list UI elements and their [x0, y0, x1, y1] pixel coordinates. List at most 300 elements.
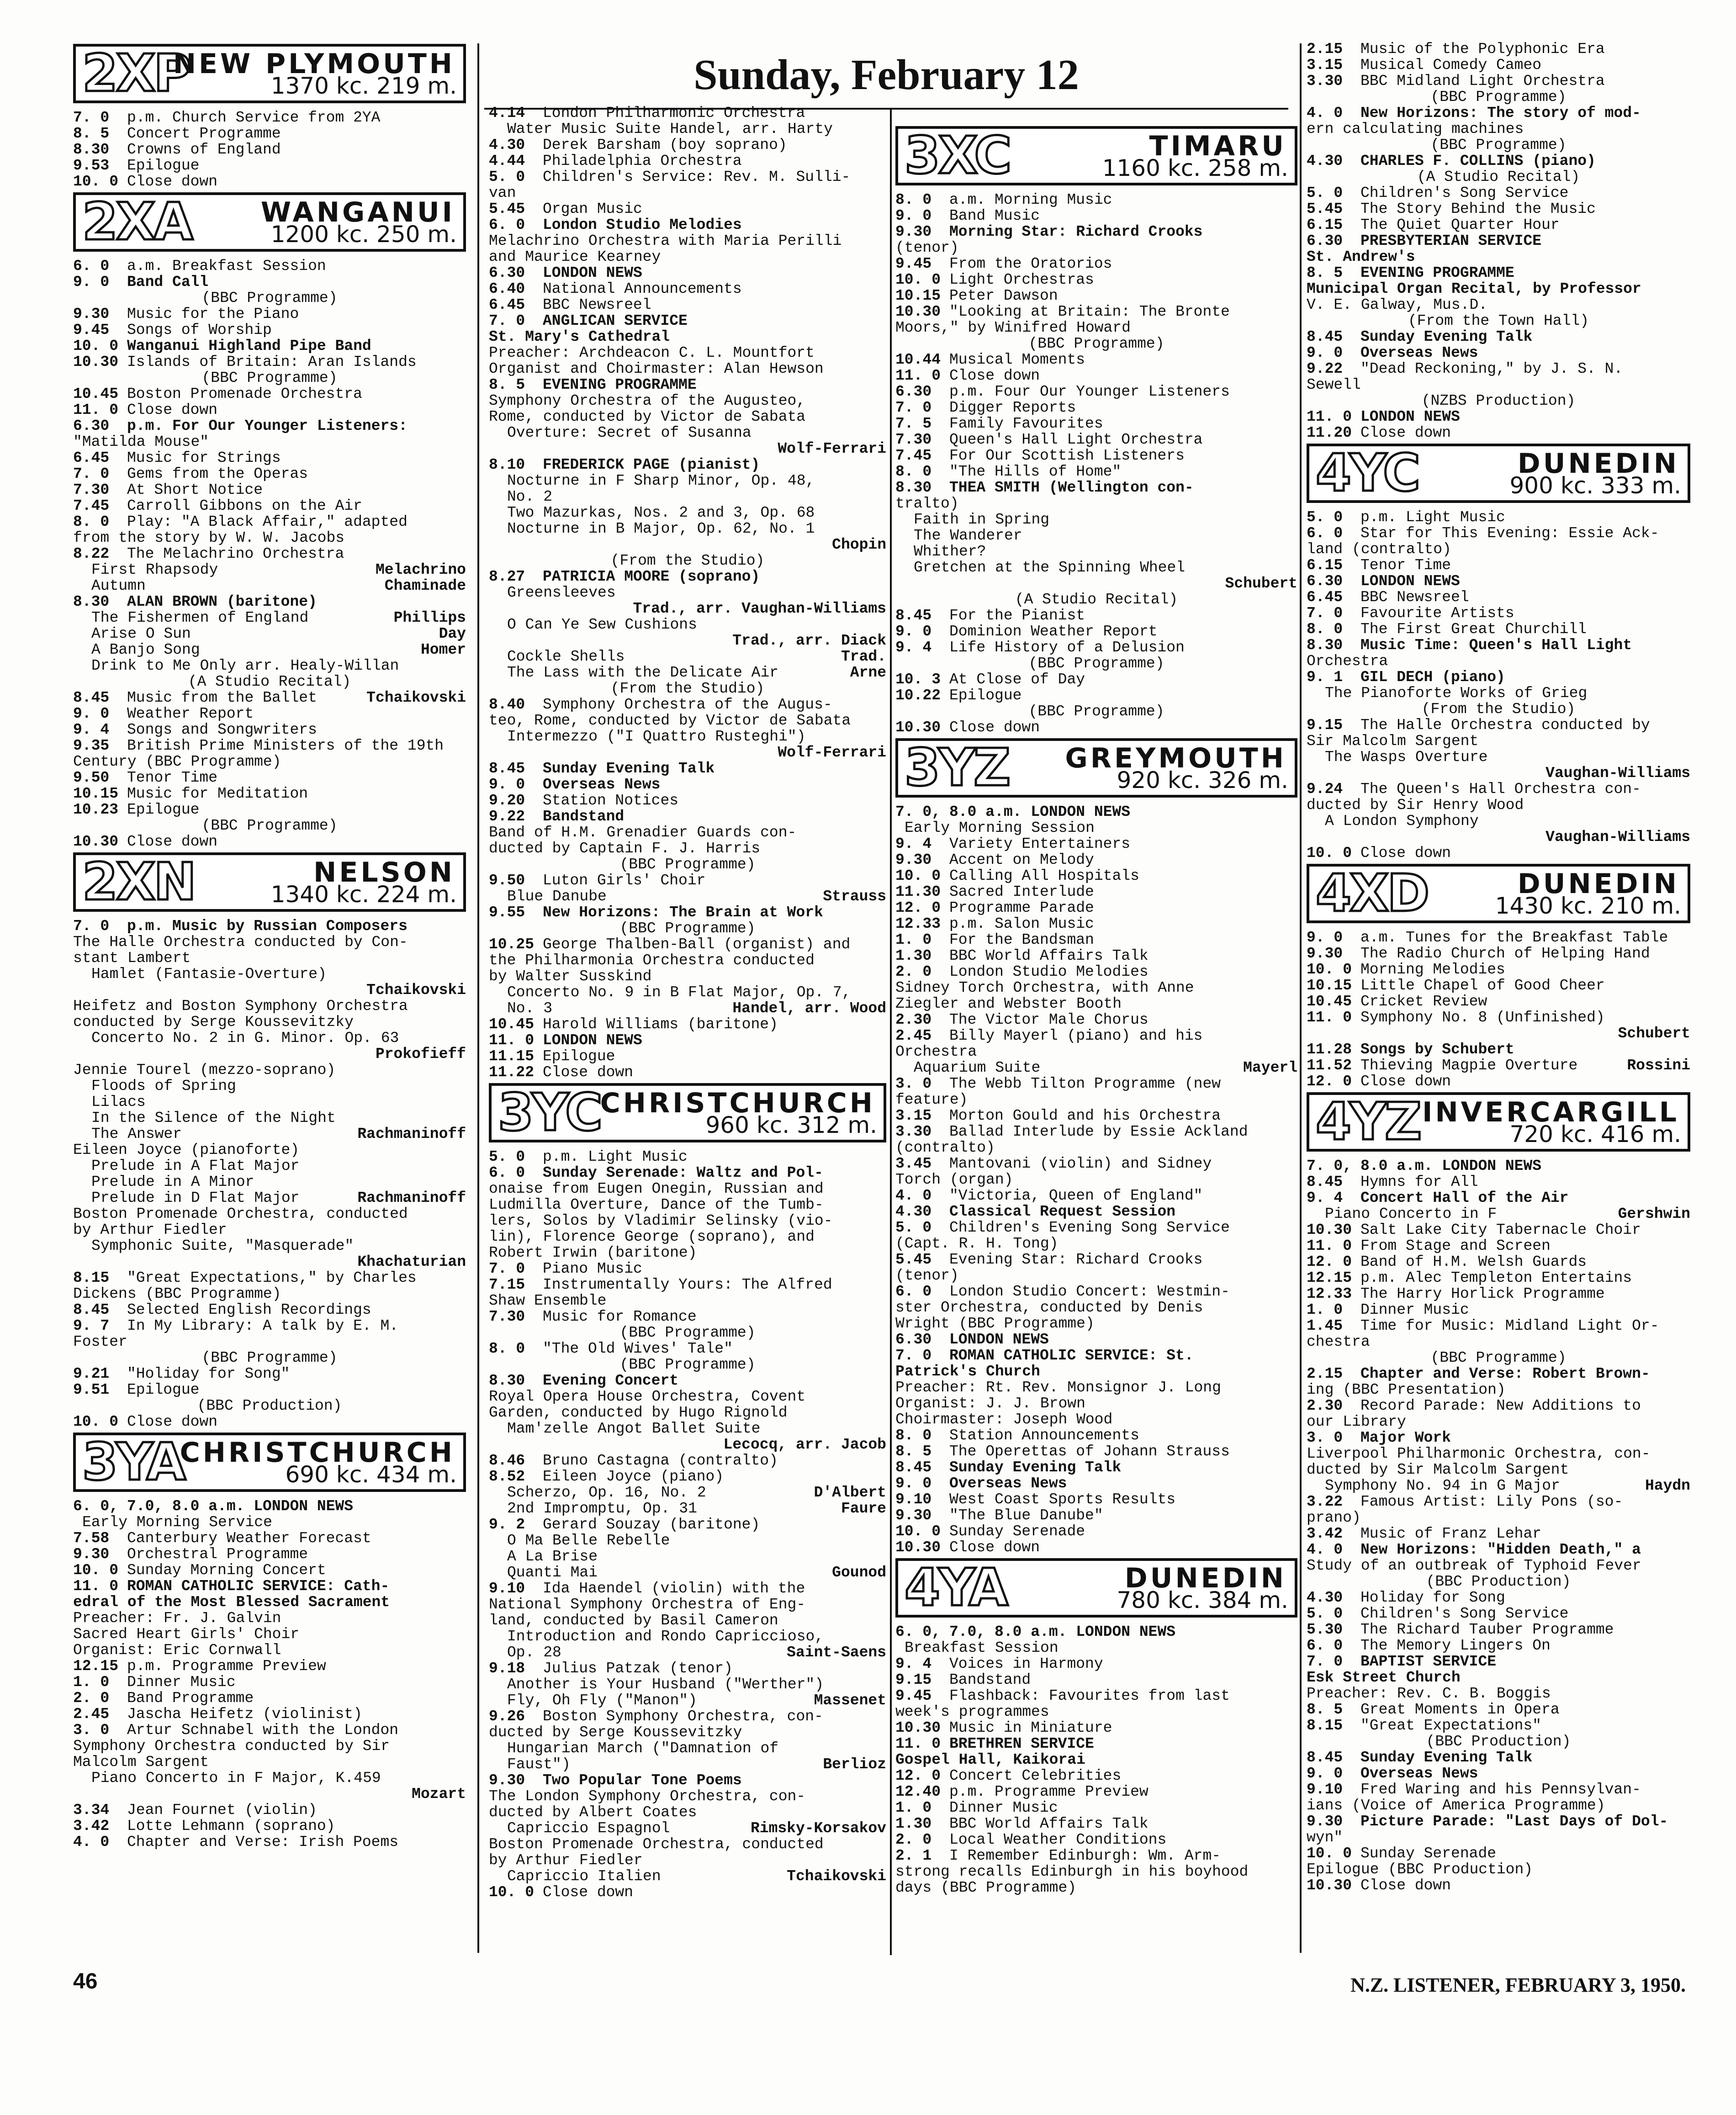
station-city: DUNEDIN [1517, 868, 1679, 900]
programme-time: 9.20 [489, 793, 525, 809]
programme-line [1307, 345, 1690, 361]
programme-line [895, 1624, 1297, 1640]
programme-line [73, 1754, 466, 1770]
programme-line [489, 904, 886, 920]
programme-line [895, 1816, 1297, 1832]
programme-time: 10. 3 [895, 672, 941, 687]
programme-text: Music for Strings [127, 450, 281, 466]
programme-text: Century (BBC Programme) [73, 754, 281, 770]
programme-text: BRETHREN SERVICE [949, 1736, 1094, 1752]
programme-line [1307, 1462, 1690, 1478]
programme-text: Gems from the Operas [127, 466, 308, 482]
programme-text: Symphony Orchestra of the Augusteo, [489, 393, 806, 409]
programme-text: Preacher: Archdeacon C. L. Mountfort [489, 345, 815, 361]
programme-text: Thieving Magpie Overture [1360, 1058, 1578, 1073]
composer-credit: Chaminade [384, 578, 466, 594]
programme-line [73, 690, 466, 706]
programme-line [895, 352, 1297, 368]
programme-text: Another is Your Husband ("Werther") [507, 1676, 824, 1692]
programme-text: Children's Evening Song Service [949, 1220, 1230, 1236]
programme-text: Close down [1360, 1877, 1451, 1893]
programme-line [489, 1437, 886, 1453]
programme-line [73, 1498, 466, 1514]
programme-text: Music Time: Queen's Hall Light [1360, 637, 1632, 653]
programme-text: Blue Danube [507, 888, 607, 904]
programme-text: Derek Barsham (boy soprano) [543, 137, 787, 153]
programme-text: British Prime Ministers of the 19th [127, 738, 444, 754]
programme-text: A La Brise [507, 1549, 598, 1565]
programme-line [1307, 1286, 1690, 1302]
programme-text: Heifetz and Boston Symphony Orchestra [73, 998, 408, 1014]
programme-line [895, 1060, 1297, 1076]
programme-line [895, 304, 1297, 320]
programme-text: Eileen Joyce (pianoforte) [73, 1142, 300, 1158]
programme-line [73, 770, 466, 786]
programme-text: (BBC Programme) [1028, 703, 1164, 719]
programme-time: 6.30 [489, 265, 525, 281]
programme-line [1307, 946, 1690, 962]
programme-text: Arise O Sun [91, 626, 191, 642]
station-call-sign: 4YZ [1316, 1092, 1420, 1152]
programme-time: 8.52 [489, 1469, 525, 1485]
programme-text: (BBC Production) [197, 1398, 342, 1414]
programme-line [895, 1316, 1297, 1332]
programme-time: 9. 2 [489, 1517, 525, 1533]
composer-credit: Trad., arr. Diack [732, 633, 886, 649]
programme-text: Accent on Melody [949, 852, 1094, 868]
programme-time: 8.30 [73, 142, 110, 158]
programme-line [1307, 717, 1690, 733]
programme-line [895, 1800, 1297, 1816]
programme-time: 4. 0 [1307, 1542, 1343, 1558]
programme-line [1307, 1622, 1690, 1638]
programme-text: Flashback: Favourites from last [949, 1688, 1230, 1704]
programme-time: 4. 0 [1307, 105, 1343, 121]
programme-text: (A Studio Recital) [1015, 592, 1178, 608]
programme-text: Capriccio Italien [507, 1868, 661, 1884]
programme-text: Close down [543, 1064, 634, 1080]
composer-credit: Prokofieff [375, 1046, 466, 1062]
programme-line [1307, 978, 1690, 994]
programme-time: 10. 0 [489, 1884, 535, 1900]
programme-line [489, 968, 886, 984]
programme-line [895, 1640, 1297, 1656]
programme-time: 6.45 [489, 297, 525, 313]
programme-line [895, 1092, 1297, 1108]
programme-line [489, 1181, 886, 1197]
programme-text: The Harry Horlick Programme [1360, 1286, 1605, 1302]
programme-line [1307, 509, 1690, 525]
programme-text: Boston Promenade Orchestra, conducted [489, 1836, 824, 1852]
programme-text: edral of the Most Blessed Sacrament [73, 1594, 390, 1610]
programme-time: 1. 0 [73, 1674, 110, 1690]
programme-time: 5. 0 [1307, 185, 1343, 201]
programme-line [895, 1507, 1297, 1523]
programme-text: (BBC Programme) [1028, 336, 1164, 352]
programme-text: ster Orchestra, conducted by Denis [895, 1300, 1203, 1316]
programme-text: Band of H.M. Grenadier Guards con- [489, 825, 797, 841]
programme-text: The Quiet Quarter Hour [1360, 217, 1560, 233]
programme-line [895, 624, 1297, 640]
programme-line [73, 1334, 466, 1350]
programme-text: Sewell [1307, 377, 1361, 393]
programme-text: Band of H.M. Welsh Guards [1360, 1254, 1587, 1270]
programme-time: 3.15 [895, 1108, 932, 1124]
programme-line [489, 265, 886, 281]
station-header [73, 192, 466, 252]
programme-time: 6.30 [1307, 573, 1343, 589]
programme-time: 8. 0 [489, 1341, 525, 1357]
programme-text: The Lass with the Delicate Air [507, 665, 779, 681]
station-frequency: 920 kc. 326 m. [1117, 767, 1288, 793]
programme-text: "Dead Reckoning," by J. S. N. [1360, 361, 1623, 377]
station-city: TIMARU [1149, 130, 1286, 162]
programme-text: chestra [1307, 1334, 1370, 1350]
programme-line [895, 400, 1297, 416]
programme-line [895, 1848, 1297, 1864]
programme-line [489, 105, 886, 121]
programme-text: Music for Romance [543, 1309, 697, 1325]
programme-time: 8.45 [895, 1459, 932, 1475]
programme-text: Jean Fournet (violin) [127, 1802, 317, 1818]
programme-line [489, 441, 886, 457]
programme-text: For Our Scottish Listeners [949, 448, 1185, 464]
programme-line [895, 1012, 1297, 1028]
programme-text: Lotte Lehmann (soprano) [127, 1818, 335, 1834]
programme-line [73, 1642, 466, 1658]
programme-time: 3.30 [1307, 73, 1343, 89]
programme-text: Overseas News [543, 777, 661, 793]
programme-line [895, 1396, 1297, 1412]
station-city: WANGANUI [260, 196, 455, 228]
programme-line [489, 217, 886, 233]
programme-text: Bruno Castagna (contralto) [543, 1453, 778, 1469]
programme-line [489, 409, 886, 425]
programme-time: 10.30 [895, 1720, 941, 1736]
programme-text: Sacred Heart Girls' Choir [73, 1626, 300, 1642]
programme-time: 9.24 [1307, 781, 1343, 797]
programme-line [73, 306, 466, 322]
programme-line [1307, 1430, 1690, 1446]
programme-line [1307, 329, 1690, 345]
composer-credit: Tchaikovski [366, 982, 466, 998]
programme-line [489, 1357, 886, 1373]
programme-text: (BBC Production) [1426, 1734, 1571, 1750]
programme-line [489, 952, 886, 968]
programme-time: 9.45 [895, 1688, 932, 1704]
programme-line [895, 320, 1297, 336]
programme-text: Concert Celebrities [949, 1768, 1122, 1784]
programme-line [895, 208, 1297, 224]
programme-text: (BBC Programme) [201, 370, 338, 386]
programme-text: The First Great Churchill [1360, 621, 1587, 637]
programme-time: 12.15 [1307, 1270, 1352, 1286]
programme-text: Wanganui Highland Pipe Band [127, 338, 371, 354]
programme-line [895, 1720, 1297, 1736]
programme-line [489, 1213, 886, 1229]
station-call-sign: 3YA [82, 1433, 184, 1492]
programme-line [1307, 1654, 1690, 1670]
programme-line [73, 1094, 466, 1110]
programme-line [1307, 1026, 1690, 1042]
programme-line [73, 1382, 466, 1398]
programme-time: 7. 0 [73, 110, 110, 126]
programme-line [489, 297, 886, 313]
programme-text: Jascha Heifetz (violinist) [127, 1706, 362, 1722]
programme-line [895, 932, 1297, 948]
composer-credit: Day [439, 626, 466, 642]
programme-time: 3. 0 [1307, 1430, 1343, 1446]
programme-text: "Great Expectations," by Charles [127, 1270, 417, 1286]
programme-text: Water Music Suite Handel, arr. Harty [507, 121, 833, 137]
programme-text: p.m. Salon Music [949, 916, 1094, 932]
programme-text: I Remember Edinburgh: Wm. Arm- [949, 1848, 1221, 1864]
programme-text: Sunday Evening Talk [1360, 1750, 1533, 1766]
programme-line [73, 950, 466, 966]
programme-line [73, 386, 466, 402]
programme-line [73, 934, 466, 950]
programme-text: Moors," by Winifred Howard [895, 320, 1131, 336]
programme-line [1307, 1829, 1690, 1845]
programme-line [489, 633, 886, 649]
programme-text: LONDON NEWS [1360, 573, 1460, 589]
programme-time: 8.45 [1307, 1174, 1343, 1190]
programme-line [1307, 962, 1690, 978]
programme-line [1307, 525, 1690, 541]
programme-line [895, 1300, 1297, 1316]
programme-line [895, 1044, 1297, 1060]
programme-text: "Matilda Mouse" [73, 434, 209, 450]
programme-time: 11. 0 [895, 1736, 941, 1752]
publication-footer: N.Z. LISTENER, FEBRUARY 3, 1950. [1350, 1974, 1686, 1996]
programme-line [489, 1421, 886, 1437]
composer-credit: Khachaturian [357, 1254, 466, 1270]
programme-text: Life History of a Delusion [949, 640, 1185, 656]
programme-line [489, 1064, 886, 1080]
programme-line [489, 1772, 886, 1788]
programme-line [1307, 541, 1690, 557]
programme-time: 3. 0 [895, 1076, 932, 1092]
station-frequency: 1160 kc. 258 m. [1102, 155, 1288, 181]
programme-text: Quanti Mai [507, 1565, 598, 1581]
programme-time: 10.45 [489, 1016, 535, 1032]
programme-line [73, 482, 466, 498]
programme-line [73, 1190, 466, 1206]
programme-line [489, 1501, 886, 1517]
programme-time: 2.15 [1307, 1366, 1343, 1382]
programme-line [489, 377, 886, 393]
programme-text: Intermezzo ("I Quattro Rusteghi") [507, 729, 806, 745]
programme-line [73, 1062, 466, 1078]
programme-line [1307, 1686, 1690, 1702]
programme-line [489, 1405, 886, 1421]
programme-time: 10.44 [895, 352, 941, 368]
programme-line [489, 233, 886, 249]
programme-text: Sidney Torch Orchestra, with Anne [895, 980, 1194, 996]
programme-text: Liverpool Philharmonic Orchestra, con- [1307, 1446, 1651, 1462]
programme-time: 4.14 [489, 105, 525, 121]
station-frequency: 1370 kc. 219 m. [270, 73, 457, 99]
programme-time: 9.10 [895, 1491, 932, 1507]
programme-line [1307, 557, 1690, 573]
station-frequency: 960 kc. 312 m. [705, 1112, 877, 1138]
programme-text: LONDON NEWS [949, 1332, 1049, 1348]
programme-line [895, 1124, 1297, 1140]
programme-time: 5.45 [895, 1252, 932, 1268]
programme-line [1307, 1877, 1690, 1893]
programme-line [489, 489, 886, 505]
programme-time: 5.45 [489, 201, 525, 217]
programme-line [489, 649, 886, 665]
programme-text: Symphonic Suite, "Masquerade" [91, 1238, 354, 1254]
programme-time: 10.30 [1307, 1222, 1352, 1238]
programme-text: Orchestra [895, 1044, 977, 1060]
programme-line [489, 1756, 886, 1772]
programme-line [73, 126, 466, 142]
programme-time: 3.42 [73, 1818, 110, 1834]
programme-text: The Story Behind the Music [1360, 201, 1596, 217]
programme-text: PRESBYTERIAN SERVICE [1360, 233, 1542, 249]
programme-text: "The Old Wives' Tale" [543, 1341, 733, 1357]
programme-text: wyn" [1307, 1829, 1343, 1845]
programme-text: (BBC Programme) [201, 1350, 338, 1366]
programme-line [73, 1366, 466, 1382]
programme-text: "Great Expectations" [1360, 1718, 1542, 1734]
programme-text: Aquarium Suite [914, 1060, 1041, 1076]
programme-line [489, 537, 886, 553]
programme-line [1307, 1734, 1690, 1750]
programme-time: 9.22 [489, 809, 525, 825]
programme-text: Hymns for All [1360, 1174, 1478, 1190]
programme-text: At Short Notice [127, 482, 263, 498]
station-call-sign: 4YC [1316, 444, 1419, 503]
programme-text: The Queen's Hall Orchestra con- [1360, 781, 1641, 797]
programme-line [73, 722, 466, 738]
programme-text: Epilogue [949, 687, 1022, 703]
programme-time: 10. 0 [895, 868, 941, 884]
programme-text: From Stage and Screen [1360, 1238, 1551, 1254]
programme-line [1307, 1334, 1690, 1350]
programme-text: For the Pianist [949, 608, 1085, 624]
programme-time: 12.33 [895, 916, 941, 932]
programme-text: Malcolm Sargent [73, 1754, 209, 1770]
programme-time: 9. 0 [489, 777, 525, 793]
programme-text: National Announcements [543, 281, 742, 297]
programme-text: LONDON NEWS [1360, 409, 1460, 425]
programme-text: Faust") [507, 1756, 571, 1772]
programme-text: Famous Artist: Lily Pons (so- [1360, 1494, 1623, 1510]
programme-line [73, 1546, 466, 1562]
programme-text: The Webb Tilton Programme (new [949, 1076, 1221, 1092]
programme-time: 7. 0 [489, 313, 525, 329]
programme-time: 6. 0 [489, 1165, 525, 1181]
programme-line [73, 610, 466, 626]
programme-line [73, 1014, 466, 1030]
programme-line [1307, 1782, 1690, 1798]
programme-text: Close down [127, 174, 218, 190]
programme-text: Boston Promenade Orchestra [127, 386, 362, 402]
column-3 [895, 123, 1297, 1896]
programme-line [489, 1048, 886, 1064]
programme-time: 10. 0 [73, 1562, 119, 1578]
programme-time: 9.30 [489, 1772, 525, 1788]
station-city: CHRISTCHURCH [600, 1087, 875, 1119]
programme-text: 8.0 a.m. LONDON NEWS [949, 804, 1131, 820]
programme-line [1307, 1702, 1690, 1718]
programme-time: 6. 0, [895, 1624, 941, 1640]
programme-time: 9. 4 [895, 640, 932, 656]
programme-time: 3.30 [895, 1124, 932, 1140]
programme-text: Billy Mayerl (piano) and his [949, 1028, 1203, 1044]
programme-text: week's programmes [895, 1704, 1049, 1720]
programme-line [1307, 313, 1690, 329]
programme-line [73, 1674, 466, 1690]
programme-text: Jennie Tourel (mezzo-soprano) [73, 1062, 336, 1078]
programme-time: 2.45 [895, 1028, 932, 1044]
programme-time: 9. 1 [1307, 669, 1343, 685]
programme-line [489, 1676, 886, 1692]
programme-line [73, 918, 466, 934]
programme-time: 12. 0 [1307, 1254, 1352, 1270]
programme-time: 6.30 [895, 1332, 932, 1348]
programme-text: Symphony No. 8 (Unfinished) [1360, 1010, 1605, 1026]
programme-line [895, 1364, 1297, 1380]
programme-time: 9.50 [489, 872, 525, 888]
programme-line [1307, 1861, 1690, 1877]
programme-text: Epilogue (BBC Production) [1307, 1861, 1533, 1877]
programme-time: 2.30 [895, 1012, 932, 1028]
programme-text: The Pianoforte Works of Grieg [1325, 685, 1588, 701]
programme-line [489, 1277, 886, 1293]
programme-text: Crowns of England [127, 142, 281, 158]
programme-line [489, 1740, 886, 1756]
programme-line [895, 1459, 1297, 1475]
programme-text: Municipal Organ Recital, by Professor [1307, 281, 1641, 297]
programme-text: Autumn [91, 578, 146, 594]
programme-text: p.m. Programme Preview [127, 1658, 326, 1674]
programme-text: Close down [543, 1884, 634, 1900]
programme-time: 9. 7 [73, 1318, 110, 1334]
composer-credit: Melachrino [375, 562, 466, 578]
composer-credit: Mayerl [1243, 1060, 1297, 1076]
programme-text: Prelude in A Minor [91, 1174, 254, 1190]
programme-time: 2. 1 [895, 1848, 932, 1864]
programme-line [73, 338, 466, 354]
programme-line [73, 1174, 466, 1190]
programme-text: ducted by Serge Koussevitzky [489, 1724, 742, 1740]
programme-text: Music from the Ballet [127, 690, 317, 706]
programme-time: 1.30 [895, 1816, 932, 1832]
programme-line [895, 1108, 1297, 1124]
column-divider [890, 110, 892, 1955]
programme-line [1307, 573, 1690, 589]
station-city: CHRISTCHURCH [180, 1437, 455, 1469]
programme-line [489, 457, 886, 473]
programme-line [489, 1517, 886, 1533]
programme-text: stant Lambert [73, 950, 191, 966]
programme-text: West Coast Sports Results [949, 1491, 1176, 1507]
programme-text: New Horizons: "Hidden Death," a [1360, 1542, 1641, 1558]
programme-text: Epilogue [543, 1048, 615, 1064]
programme-text: Bandstand [543, 809, 625, 825]
composer-credit: Tchaikovski [787, 1868, 886, 1884]
programme-text: (BBC Programme) [619, 1357, 756, 1373]
programme-text: BBC Midland Light Orchestra [1360, 73, 1605, 89]
programme-text: National Symphony Orchestra of Eng- [489, 1597, 806, 1613]
programme-text: Sunday Serenade [1360, 1845, 1497, 1861]
programme-text: Op. 28 [507, 1644, 561, 1660]
column-2 [489, 105, 886, 1900]
